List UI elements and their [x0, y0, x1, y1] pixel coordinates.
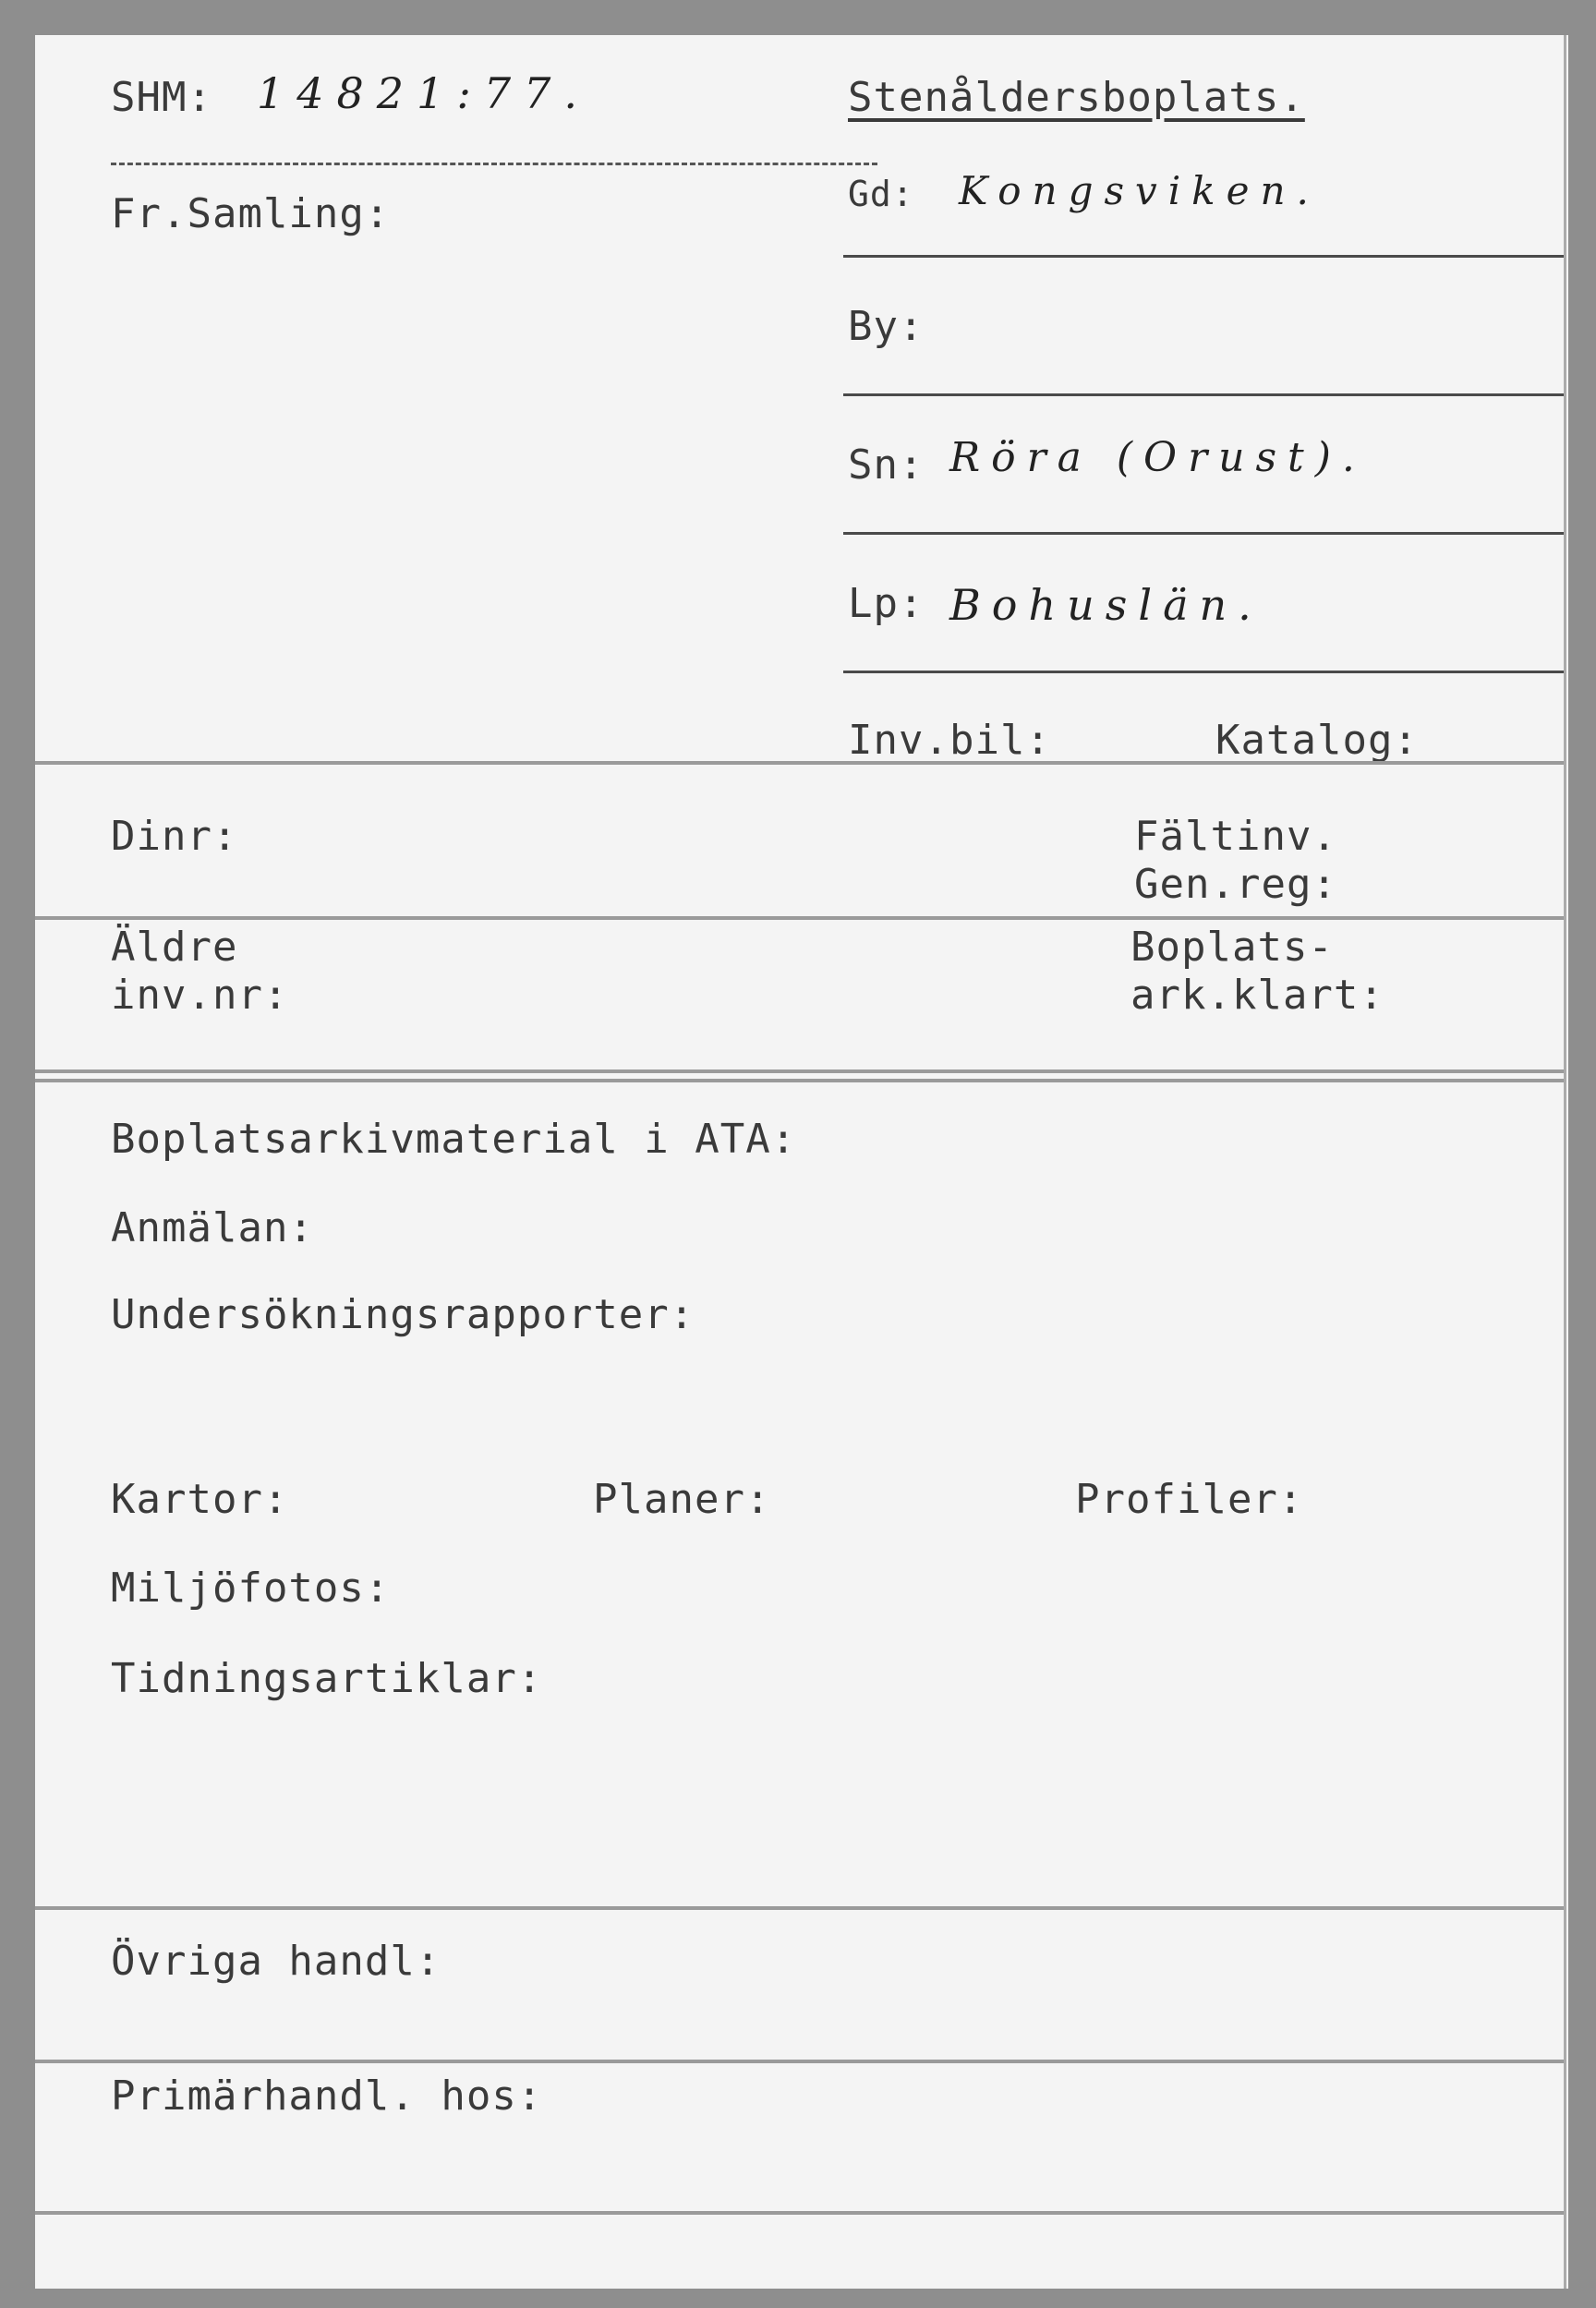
shm-underline [111, 163, 877, 165]
inv-bil-label: Inv.bil: [848, 717, 1051, 764]
section-rule-3b [35, 1079, 1564, 1082]
section-rule-5 [35, 2060, 1564, 2063]
profiler-label: Profiler: [1075, 1476, 1304, 1523]
section-rule-3a [35, 1069, 1564, 1073]
section-rule-1 [35, 761, 1564, 765]
faltinv-label: Fältinv. Gen.reg: [1134, 813, 1337, 908]
anmalan-label: Anmälan: [111, 1204, 314, 1251]
lp-label: Lp: [848, 580, 925, 627]
ovriga-handl-label: Övriga handl: [111, 1938, 441, 1985]
sn-rule [843, 532, 1564, 535]
section-rule-6 [35, 2211, 1564, 2215]
gd-rule [843, 255, 1564, 258]
planer-label: Planer: [593, 1476, 771, 1523]
card-heading: Stenåldersboplats. [848, 74, 1305, 121]
aldre-inv-label: Äldre inv.nr: [111, 924, 289, 1019]
section-rule-2 [35, 916, 1564, 920]
miljofotos-label: Miljöfotos: [111, 1565, 391, 1612]
lp-rule [843, 671, 1564, 673]
undersokningsrapporter-label: Undersökningsrapporter: [111, 1291, 695, 1338]
katalog-label: Katalog: [1215, 717, 1419, 764]
section-rule-4 [35, 1906, 1564, 1910]
lp-value-handwritten: Bohuslän. [949, 580, 1263, 630]
kartor-label: Kartor: [111, 1476, 289, 1523]
shm-label: SHM: [111, 74, 212, 121]
card-right-border [1564, 35, 1566, 2289]
gd-label: Gd: [848, 174, 914, 214]
dinr-label: Dinr: [111, 813, 238, 860]
boplatsarkiv-label: Boplatsarkivmaterial i ATA: [111, 1116, 797, 1163]
by-rule [843, 393, 1564, 396]
sn-label: Sn: [848, 441, 925, 489]
shm-number-handwritten: 14821:77. [257, 68, 590, 118]
gd-value-handwritten: Kongsviken. [959, 168, 1320, 213]
primarhandl-label: Primärhandl. hos: [111, 2072, 543, 2120]
by-label: By: [848, 303, 925, 350]
boplats-ark-label: Boplats- ark.klart: [1130, 924, 1384, 1019]
tidningsartiklar-label: Tidningsartiklar: [111, 1655, 543, 1702]
sn-value-handwritten: Röra (Orust). [949, 434, 1366, 481]
fr-samling-label: Fr.Samling: [111, 190, 391, 237]
catalog-card [35, 35, 1568, 2289]
